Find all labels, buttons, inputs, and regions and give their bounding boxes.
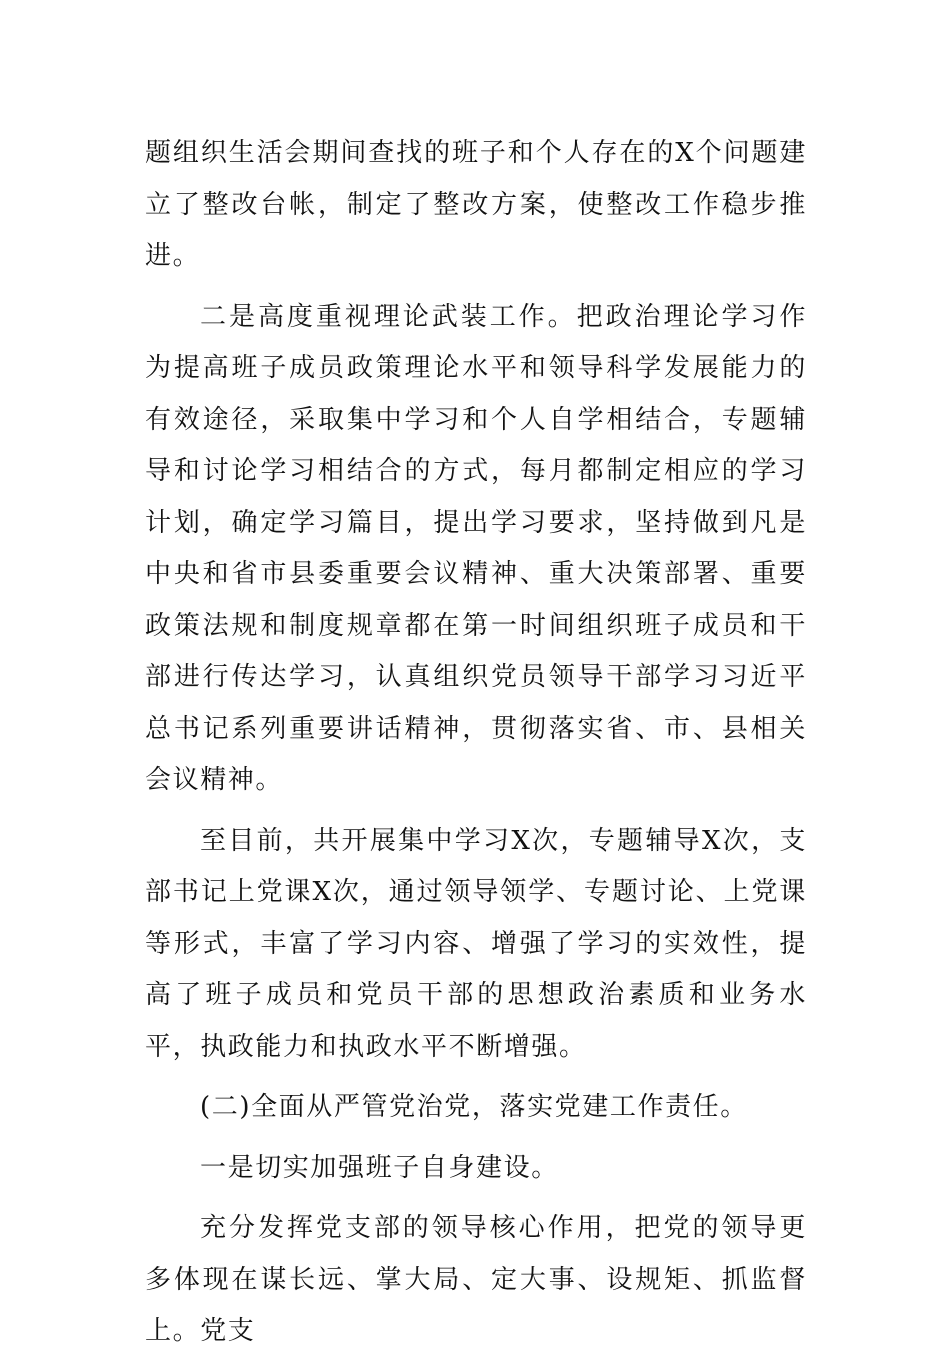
paragraph-2: 二是高度重视理论武装工作。把政治理论学习作为提高班子成员政策理论水平和领导科学发展能力的有效途径，采取集中学习和个人自学相结合，专题辅导和讨论学习相结合的方式，每月都制定相应的学习计划，确定学习篇目，提出学习要求，坚持做到凡是中央和省市县委重要会议精神、重大决策部署、重要政策法规和制度规章都在第一时间组织班子成员和干部进行传达学习，认真组织党员领导干部学习习近平总书记系列重要讲话精神，贯彻落实省、市、县相关会议精神。	[145, 301, 807, 795]
paragraph-6: 充分发挥党支部的领导核心作用，把党的领导更多体现在谋长远、掌大局、定大事、设规矩、抓监督上。党支	[145, 1213, 807, 1346]
paragraph-1: 题组织生活会期间查找的班子和个人存在的X个问题建立了整改台帐，制定了整改方案，使整改工作稳步推进。	[145, 138, 807, 271]
document-body	[145, 128, 807, 1358]
paragraph-3: 至目前，共开展集中学习X次，专题辅导X次，支部书记上党课X次，通过领导领学、专题讨论、上党课等形式，丰富了学习内容、增强了学习的实效性，提高了班子成员和党员干部的思想政治素质和业务水平，执政能力和执政水平不断增强。	[145, 825, 807, 1062]
paragraph-4: (二)全面从严管党治党，落实党建工作责任。	[200, 1092, 748, 1122]
paragraph-5: 一是切实加强班子自身建设。	[200, 1152, 559, 1183]
